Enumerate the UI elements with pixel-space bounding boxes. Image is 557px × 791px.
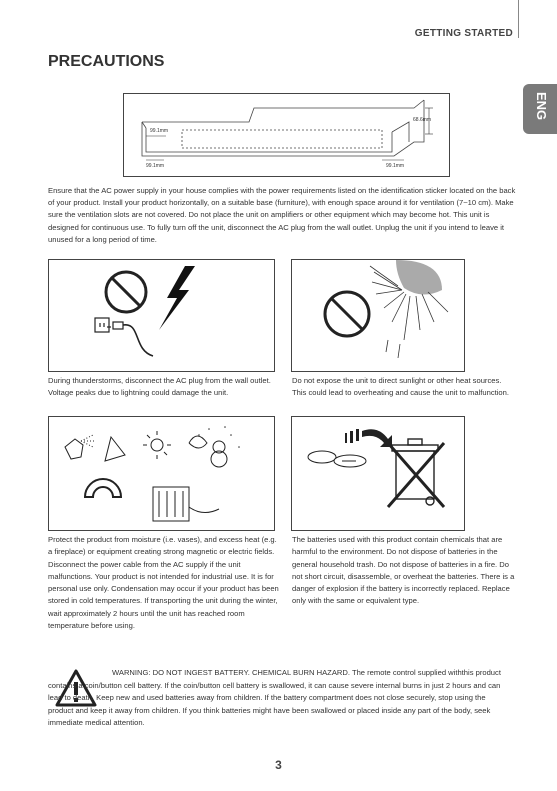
prohibited-icon <box>325 292 369 336</box>
sun-icon <box>396 260 442 295</box>
dim-label-right: 68.6mm <box>413 117 432 123</box>
page-title: PRECAUTIONS <box>48 53 165 70</box>
ventilation-diagram <box>123 93 450 177</box>
sunlight-illustration <box>291 259 465 372</box>
lightning-bolt-icon <box>159 266 195 330</box>
sun-icon <box>143 431 171 459</box>
moisture-caption: Protect the product from moisture (i.e. vases), and excess heat (e.g. a fireplace) or equipment creating strong magnetic or electric fields. Disconnect the power cable from the AC supply if the unit malfunctions. Your product is not intended for industrial use. It is for personal use only. Condensation may occur if your product has been stored in cold temperatures. If transporting the unit during the winter, wait approximately 2 hours until the unit has reached room temperature before using. <box>48 535 279 631</box>
batteries-caption: The batteries used with this product contain chemicals that are harmful to the environment. Do not dispose of batteries in the general household trash. Do not dispose of batteries in a fire. Do not short circuit, disassemble, or overheat the batteries. There is a danger of explosion if the battery is incorrectly replaced. Replace only with the same or equivalent type. <box>292 535 515 606</box>
sunlight-caption: Do not expose the unit to direct sunlight or other heat sources. This could lead to overheating and cause the unit to malfunction. <box>292 376 509 398</box>
prohibited-icon <box>106 272 146 312</box>
moisture-illustration <box>48 416 275 531</box>
page-number: 3 <box>275 758 282 772</box>
battery-disposal-illustration <box>291 416 465 531</box>
lightning-illustration <box>48 259 275 372</box>
coin-battery-icon <box>308 451 366 467</box>
crossed-bin-icon <box>388 439 444 507</box>
dim-label-bottom-right: 99.1mm <box>386 163 405 169</box>
heater-icon <box>153 487 189 521</box>
warning-text: WARNING: DO NOT INGEST BATTERY. CHEMICAL BURN HAZARD. The remote control supplied withthis product contains a coin/button cell battery. If the coin/button cell battery is swallowed, it can cause severe internal burns in just 2 hours and can lead to death. Keep new and used batteries away from children. If the battery compartment does not close securely, stop using the product and keep it away from children. If you think batteries might have been swallowed or placed inside any part of the body, seek immediate medical attention. <box>48 668 501 727</box>
magnet-icon <box>85 479 121 497</box>
language-tab <box>523 84 557 134</box>
plug-icon <box>95 318 153 356</box>
intro-paragraph: Ensure that the AC power supply in your house complies with the power requirements listed on the identification sticker located on the back of your product. Install your product horizontally, on a suitable base (furniture), with enough space around it for ventilation (7~10 cm). Make sure the ventilation slots are not covered. Do not place the unit on amplifiers or other equipment which may become hot. This unit is designed for continuous use. To fully turn off the unit, disconnect the AC plug from the wall outlet. Unplug the unit if you intend to leave it unused for a long period of time. <box>48 186 516 244</box>
language-tab-label: ENG <box>534 92 549 121</box>
dim-label-top-left: 99.1mm <box>150 128 169 134</box>
section-header: GETTING STARTED <box>414 28 513 39</box>
dim-label-bottom-left: 99.1mm <box>146 163 165 169</box>
spray-bottle-icon <box>65 439 83 459</box>
arrow-icon <box>345 429 392 447</box>
lightning-caption: During thunderstorms, disconnect the AC plug from the wall outlet. Voltage peaks due to lightning could damage the unit. <box>48 376 271 398</box>
header-divider <box>518 0 519 38</box>
